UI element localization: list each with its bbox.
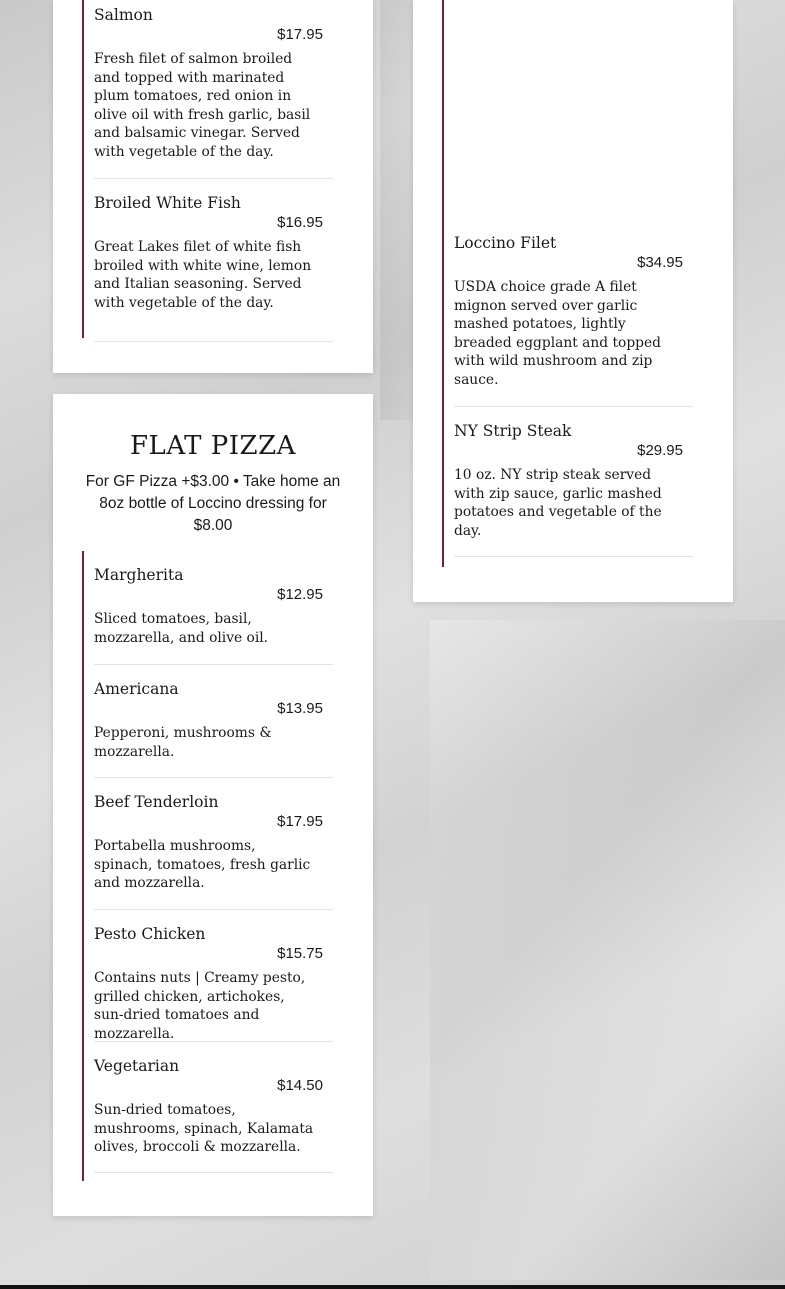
menu-item-price: $34.95	[637, 254, 683, 271]
flat-pizza-card	[53, 394, 373, 1216]
menu-item[interactable]	[94, 910, 333, 1042]
accent-rule	[442, 0, 444, 567]
bottom-edge-bar	[0, 1285, 785, 1289]
menu-item[interactable]	[94, 5, 333, 179]
menu-item-name: NY Strip Steak	[454, 422, 572, 440]
menu-item-description: Sliced tomatoes, basil, mozzarella, and olive oil.	[94, 611, 269, 646]
menu-item[interactable]	[454, 233, 693, 407]
entree-card-steaks	[413, 0, 733, 602]
entree-card-seafood	[53, 0, 373, 373]
menu-item[interactable]	[94, 1042, 333, 1173]
menu-item-name: Pesto Chicken	[94, 925, 206, 943]
menu-item[interactable]	[94, 565, 333, 665]
menu-list	[94, 5, 333, 342]
menu-item-price: $14.50	[277, 1077, 323, 1094]
menu-item-name: Broiled White Fish	[94, 194, 241, 212]
menu-item-price: $17.95	[277, 813, 323, 830]
background-light	[430, 620, 785, 1280]
menu-item-price: $13.95	[277, 700, 323, 717]
menu-item-description: USDA choice grade A filet mignon served over garlic mashed potatoes, lightly breaded eggplant and topped with wild mushroom and zip sauce.	[454, 279, 661, 388]
accent-rule	[82, 551, 84, 1181]
menu-item-description: Pepperoni, mushrooms & mozzarella.	[94, 725, 272, 760]
menu-item-name: Beef Tenderloin	[94, 793, 219, 811]
menu-item-name: Americana	[94, 680, 179, 698]
menu-list	[454, 233, 693, 557]
menu-item-description: Sun-dried tomatoes, mushrooms, spinach, Kalamata olives, broccoli & mozzarella.	[94, 1102, 314, 1156]
menu-item-price: $12.95	[277, 586, 323, 603]
accent-rule	[82, 0, 84, 338]
menu-item[interactable]	[454, 407, 693, 557]
menu-item-price: $17.95	[277, 26, 323, 43]
menu-item-price: $29.95	[637, 442, 683, 459]
menu-item-name: Loccino Filet	[454, 234, 557, 252]
menu-item[interactable]	[94, 778, 333, 910]
menu-item-name: Margherita	[94, 566, 184, 584]
menu-item-price: $16.95	[277, 214, 323, 231]
menu-item-description: Great Lakes filet of white fish broiled with white wine, lemon and Italian seasoning. Served with vegetable of the day.	[94, 239, 312, 311]
menu-item[interactable]	[94, 665, 333, 778]
section-title: FLAT PIZZA	[130, 431, 296, 461]
menu-item-description: 10 oz. NY strip steak served with zip sauce, garlic mashed potatoes and vegetable of the day.	[454, 467, 662, 539]
menu-item-description: Contains nuts | Creamy pesto, grilled chicken, artichokes, sun-dried tomatoes and mozzarella.	[94, 970, 306, 1042]
menu-item-description: Fresh filet of salmon broiled and topped with marinated plum tomatoes, red onion in olive oil with fresh garlic, basil and balsamic vinegar. Served with vegetable of the day.	[94, 51, 311, 160]
menu-item-name: Vegetarian	[94, 1057, 180, 1075]
menu-item[interactable]	[94, 179, 333, 342]
menu-list	[94, 565, 333, 1173]
menu-item-price: $15.75	[277, 945, 323, 962]
section-note: For GF Pizza +$3.00 • Take home an 8oz bottle of Loccino dressing for $8.00	[85, 473, 341, 534]
menu-item-name: Salmon	[94, 6, 153, 24]
menu-item-description: Portabella mushrooms, spinach, tomatoes, fresh garlic and mozzarella.	[94, 838, 311, 892]
